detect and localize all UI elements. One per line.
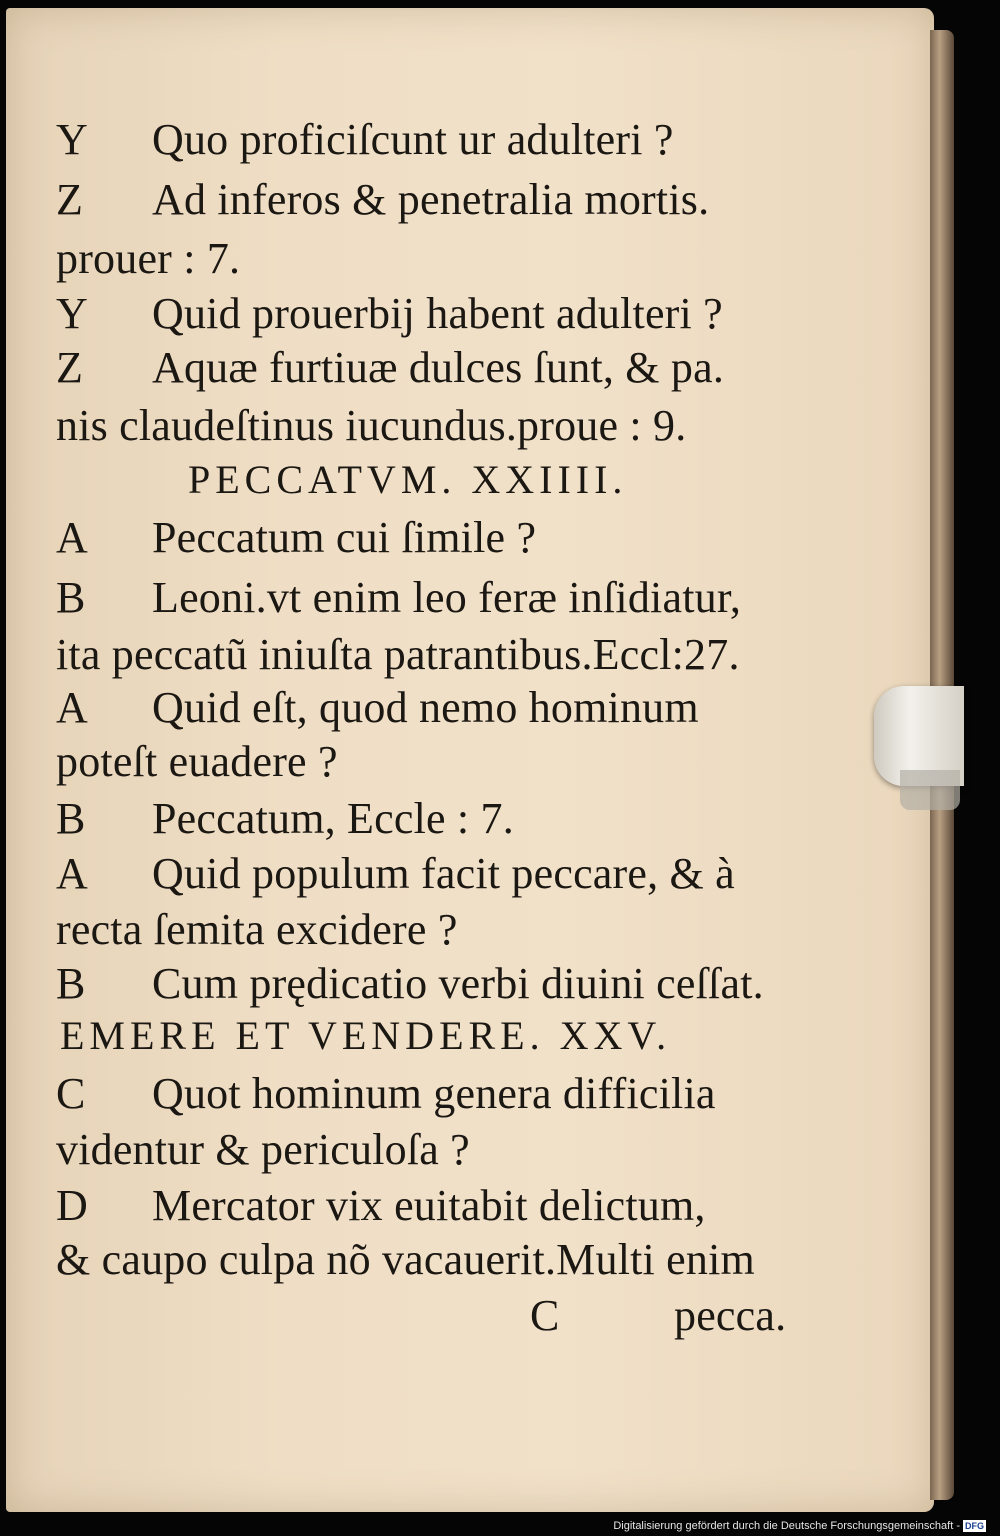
line-marker: A (56, 683, 88, 732)
line-marker: B (56, 959, 86, 1008)
footer-credit: Digitalisierung gefördert durch die Deutsche Forschungsgemeinschaft - (613, 1520, 960, 1532)
text-line (56, 343, 796, 392)
section-heading (60, 1013, 800, 1058)
line-marker: Y (56, 289, 88, 338)
text-line (56, 849, 796, 898)
line-text: Ad inferos & penetralia mortis. (152, 175, 710, 224)
signature-mark: C (530, 1291, 560, 1340)
clip-shadow (900, 770, 960, 810)
line-text: Quid prouerbij habent adulteri ? (152, 289, 723, 338)
line-marker: B (56, 794, 86, 843)
line-text: Aquæ furtiuæ dulces ſunt, & pa. (152, 343, 725, 392)
text-line (56, 573, 796, 622)
text-line (56, 794, 796, 843)
line-text: nis claudeſtinus iucundus.proue : 9. (56, 401, 687, 450)
signature-line (530, 1291, 1000, 1340)
line-text: Quid populum facit peccare, & à (152, 849, 735, 898)
digitization-footer (613, 1520, 986, 1532)
line-marker: B (56, 573, 86, 622)
line-marker: A (56, 849, 88, 898)
line-marker: Y (56, 115, 88, 164)
text-line (56, 234, 796, 283)
text-line (56, 289, 796, 338)
heading-text: PECCATVM. XXIIII. (188, 457, 628, 502)
line-text: Quid eſt, quod nemo hominum (152, 683, 699, 732)
text-line (56, 737, 796, 786)
line-marker: Z (56, 175, 84, 224)
catchword: pecca. (674, 1291, 787, 1340)
line-text: Mercator vix euitabit delictum, (152, 1181, 706, 1230)
line-text: Cum prędicatio verbi diuini ceſſat. (152, 959, 764, 1008)
text-line (56, 1125, 796, 1174)
line-text: Peccatum, Eccle : 7. (152, 794, 514, 843)
text-line (56, 630, 796, 679)
line-text: Leoni.vt enim leo feræ inſidiatur, (152, 573, 742, 622)
text-line (56, 959, 796, 1008)
line-marker: D (56, 1181, 88, 1230)
text-line (56, 1235, 796, 1284)
heading-text: EMERE ET VENDERE. XXV. (60, 1013, 672, 1058)
section-heading (188, 457, 928, 502)
line-marker: Z (56, 343, 84, 392)
line-marker: A (56, 513, 88, 562)
line-text: videntur & periculoſa ? (56, 1125, 470, 1174)
text-line (56, 1181, 796, 1230)
line-text: & caupo culpa nõ vacauerit.Multi enim (56, 1235, 755, 1284)
line-marker: C (56, 1069, 86, 1118)
line-text: Quot hominum genera difficilia (152, 1069, 716, 1118)
text-line (56, 175, 796, 224)
line-text: Peccatum cui ſimile ? (152, 513, 537, 562)
line-text: Quo proficiſcunt ur adulteri ? (152, 115, 674, 164)
text-line (56, 683, 796, 732)
text-line (56, 115, 796, 164)
text-line (56, 1069, 796, 1118)
text-line (56, 513, 796, 562)
line-text: prouer : 7. (56, 234, 241, 283)
dfg-logo: DFG (965, 1521, 984, 1531)
text-line (56, 401, 796, 450)
line-text: ita peccatũ iniuſta patrantibus.Eccl:27. (56, 630, 740, 679)
line-text: recta ſemita excidere ? (56, 905, 458, 954)
line-text: poteſt euadere ? (56, 737, 338, 786)
text-line (56, 905, 796, 954)
